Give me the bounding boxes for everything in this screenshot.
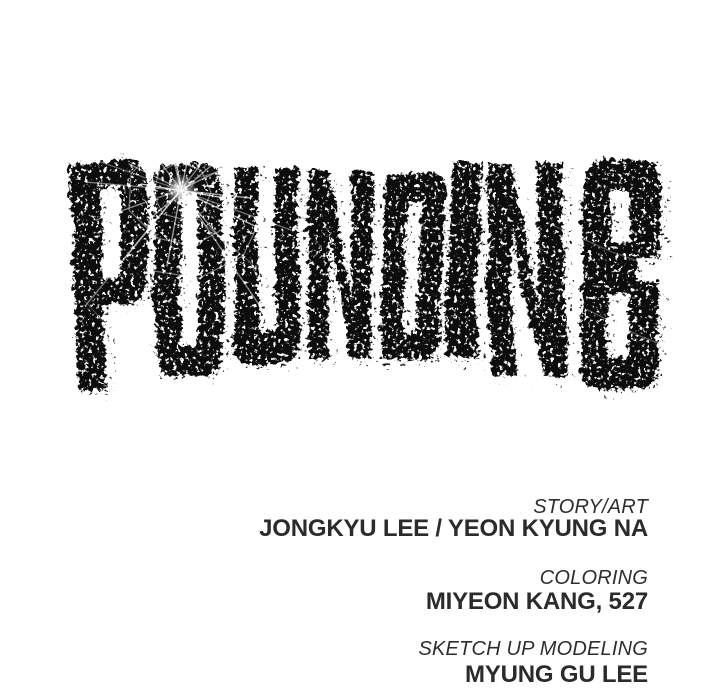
credit-name: MYUNG GU LEE — [465, 661, 648, 688]
credit-role: COLORING — [539, 567, 648, 589]
title-word — [68, 156, 661, 388]
credit-role: SKETCH UP MODELING — [418, 638, 648, 660]
flare-glow — [165, 174, 197, 206]
credit-name: JONGKYU LEE / YEON KYUNG NA — [259, 515, 648, 542]
credit-name: MIYEON KANG, 527 — [425, 588, 648, 615]
credit-role: STORY/ART — [533, 496, 648, 518]
